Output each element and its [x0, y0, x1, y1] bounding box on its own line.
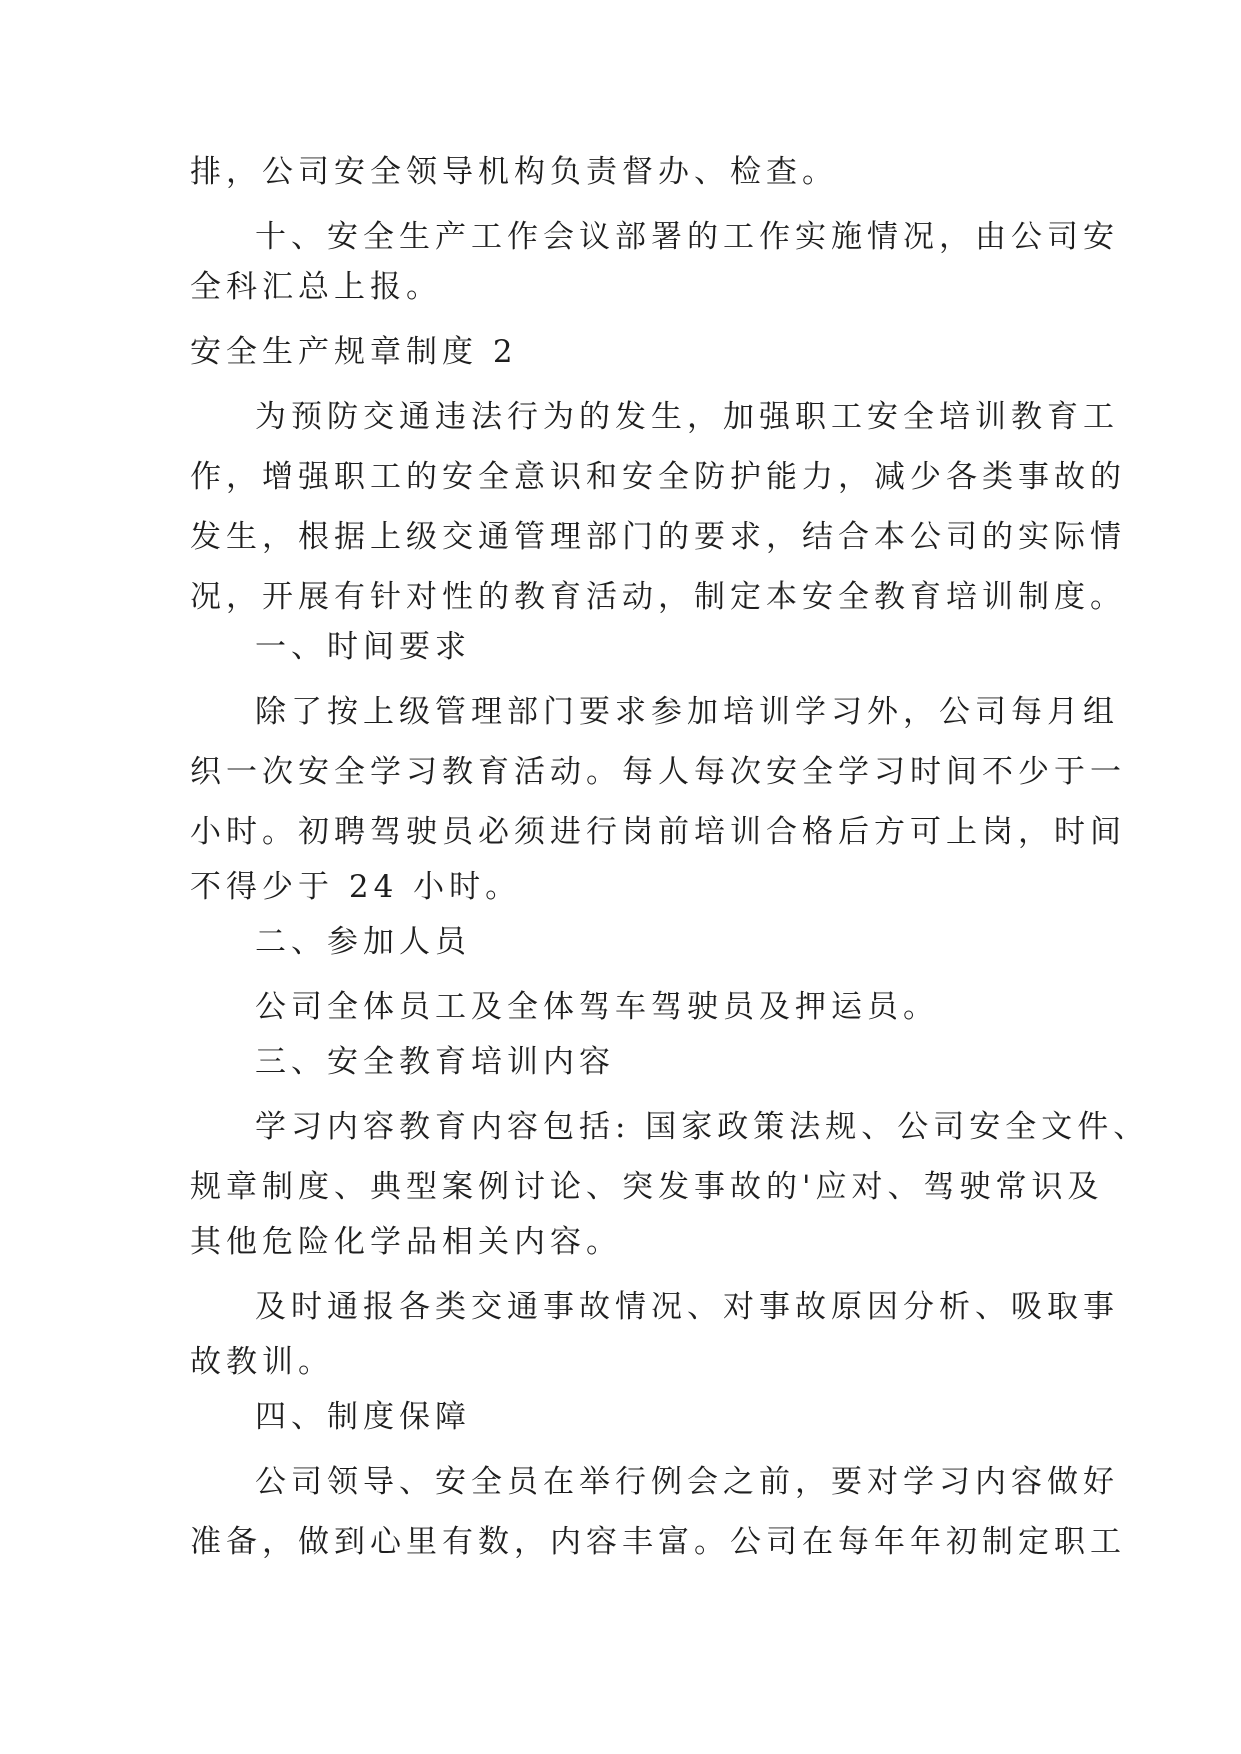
text-line: 公司全体员工及全体驾车驾驶员及押运员。 — [255, 989, 939, 1025]
text-line: 及时通报各类交通事故情况、对事故原因分析、吸取事 — [255, 1289, 1119, 1325]
text-line: 其他危险化学品相关内容。 — [190, 1224, 622, 1260]
text-line: 除了按上级管理部门要求参加培训学习外，公司每月组 — [255, 694, 1119, 730]
text-line: 小时。初聘驾驶员必须进行岗前培训合格后方可上岗，时间 — [190, 814, 1126, 850]
text-line: 全科汇总上报。 — [190, 269, 442, 305]
subheading: 三、安全教育培训内容 — [255, 1044, 615, 1080]
text-line: 排，公司安全领导机构负责督办、检查。 — [190, 154, 838, 190]
text-line: 准备，做到心里有数，内容丰富。公司在每年年初制定职工 — [190, 1524, 1126, 1560]
text-line: 故教训。 — [190, 1344, 334, 1380]
subheading: 四、制度保障 — [255, 1399, 471, 1435]
subheading: 二、参加人员 — [255, 924, 471, 960]
text-line: 况，开展有针对性的教育活动，制定本安全教育培训制度。 — [190, 579, 1126, 615]
text-line: 作，增强职工的安全意识和安全防护能力，减少各类事故的 — [190, 459, 1126, 495]
text-line: 为预防交通违法行为的发生，加强职工安全培训教育工 — [255, 399, 1119, 435]
text-line: 规章制度、典型案例讨论、突发事故的'应对、驾驶常识及 — [190, 1169, 1104, 1205]
text-line: 不得少于 24 小时。 — [190, 869, 522, 905]
subheading: 一、时间要求 — [255, 629, 471, 665]
text-line: 公司领导、安全员在举行例会之前，要对学习内容做好 — [255, 1464, 1119, 1500]
section-heading: 安全生产规章制度 2 — [190, 334, 518, 370]
text-line: 十、安全生产工作会议部署的工作实施情况，由公司安 — [255, 219, 1119, 255]
text-line: 织一次安全学习教育活动。每人每次安全学习时间不少于一 — [190, 754, 1126, 790]
text-line: 发生，根据上级交通管理部门的要求，结合本公司的实际情 — [190, 519, 1126, 555]
text-line: 学习内容教育内容包括: 国家政策法规、公司安全文件、 — [255, 1109, 1150, 1145]
